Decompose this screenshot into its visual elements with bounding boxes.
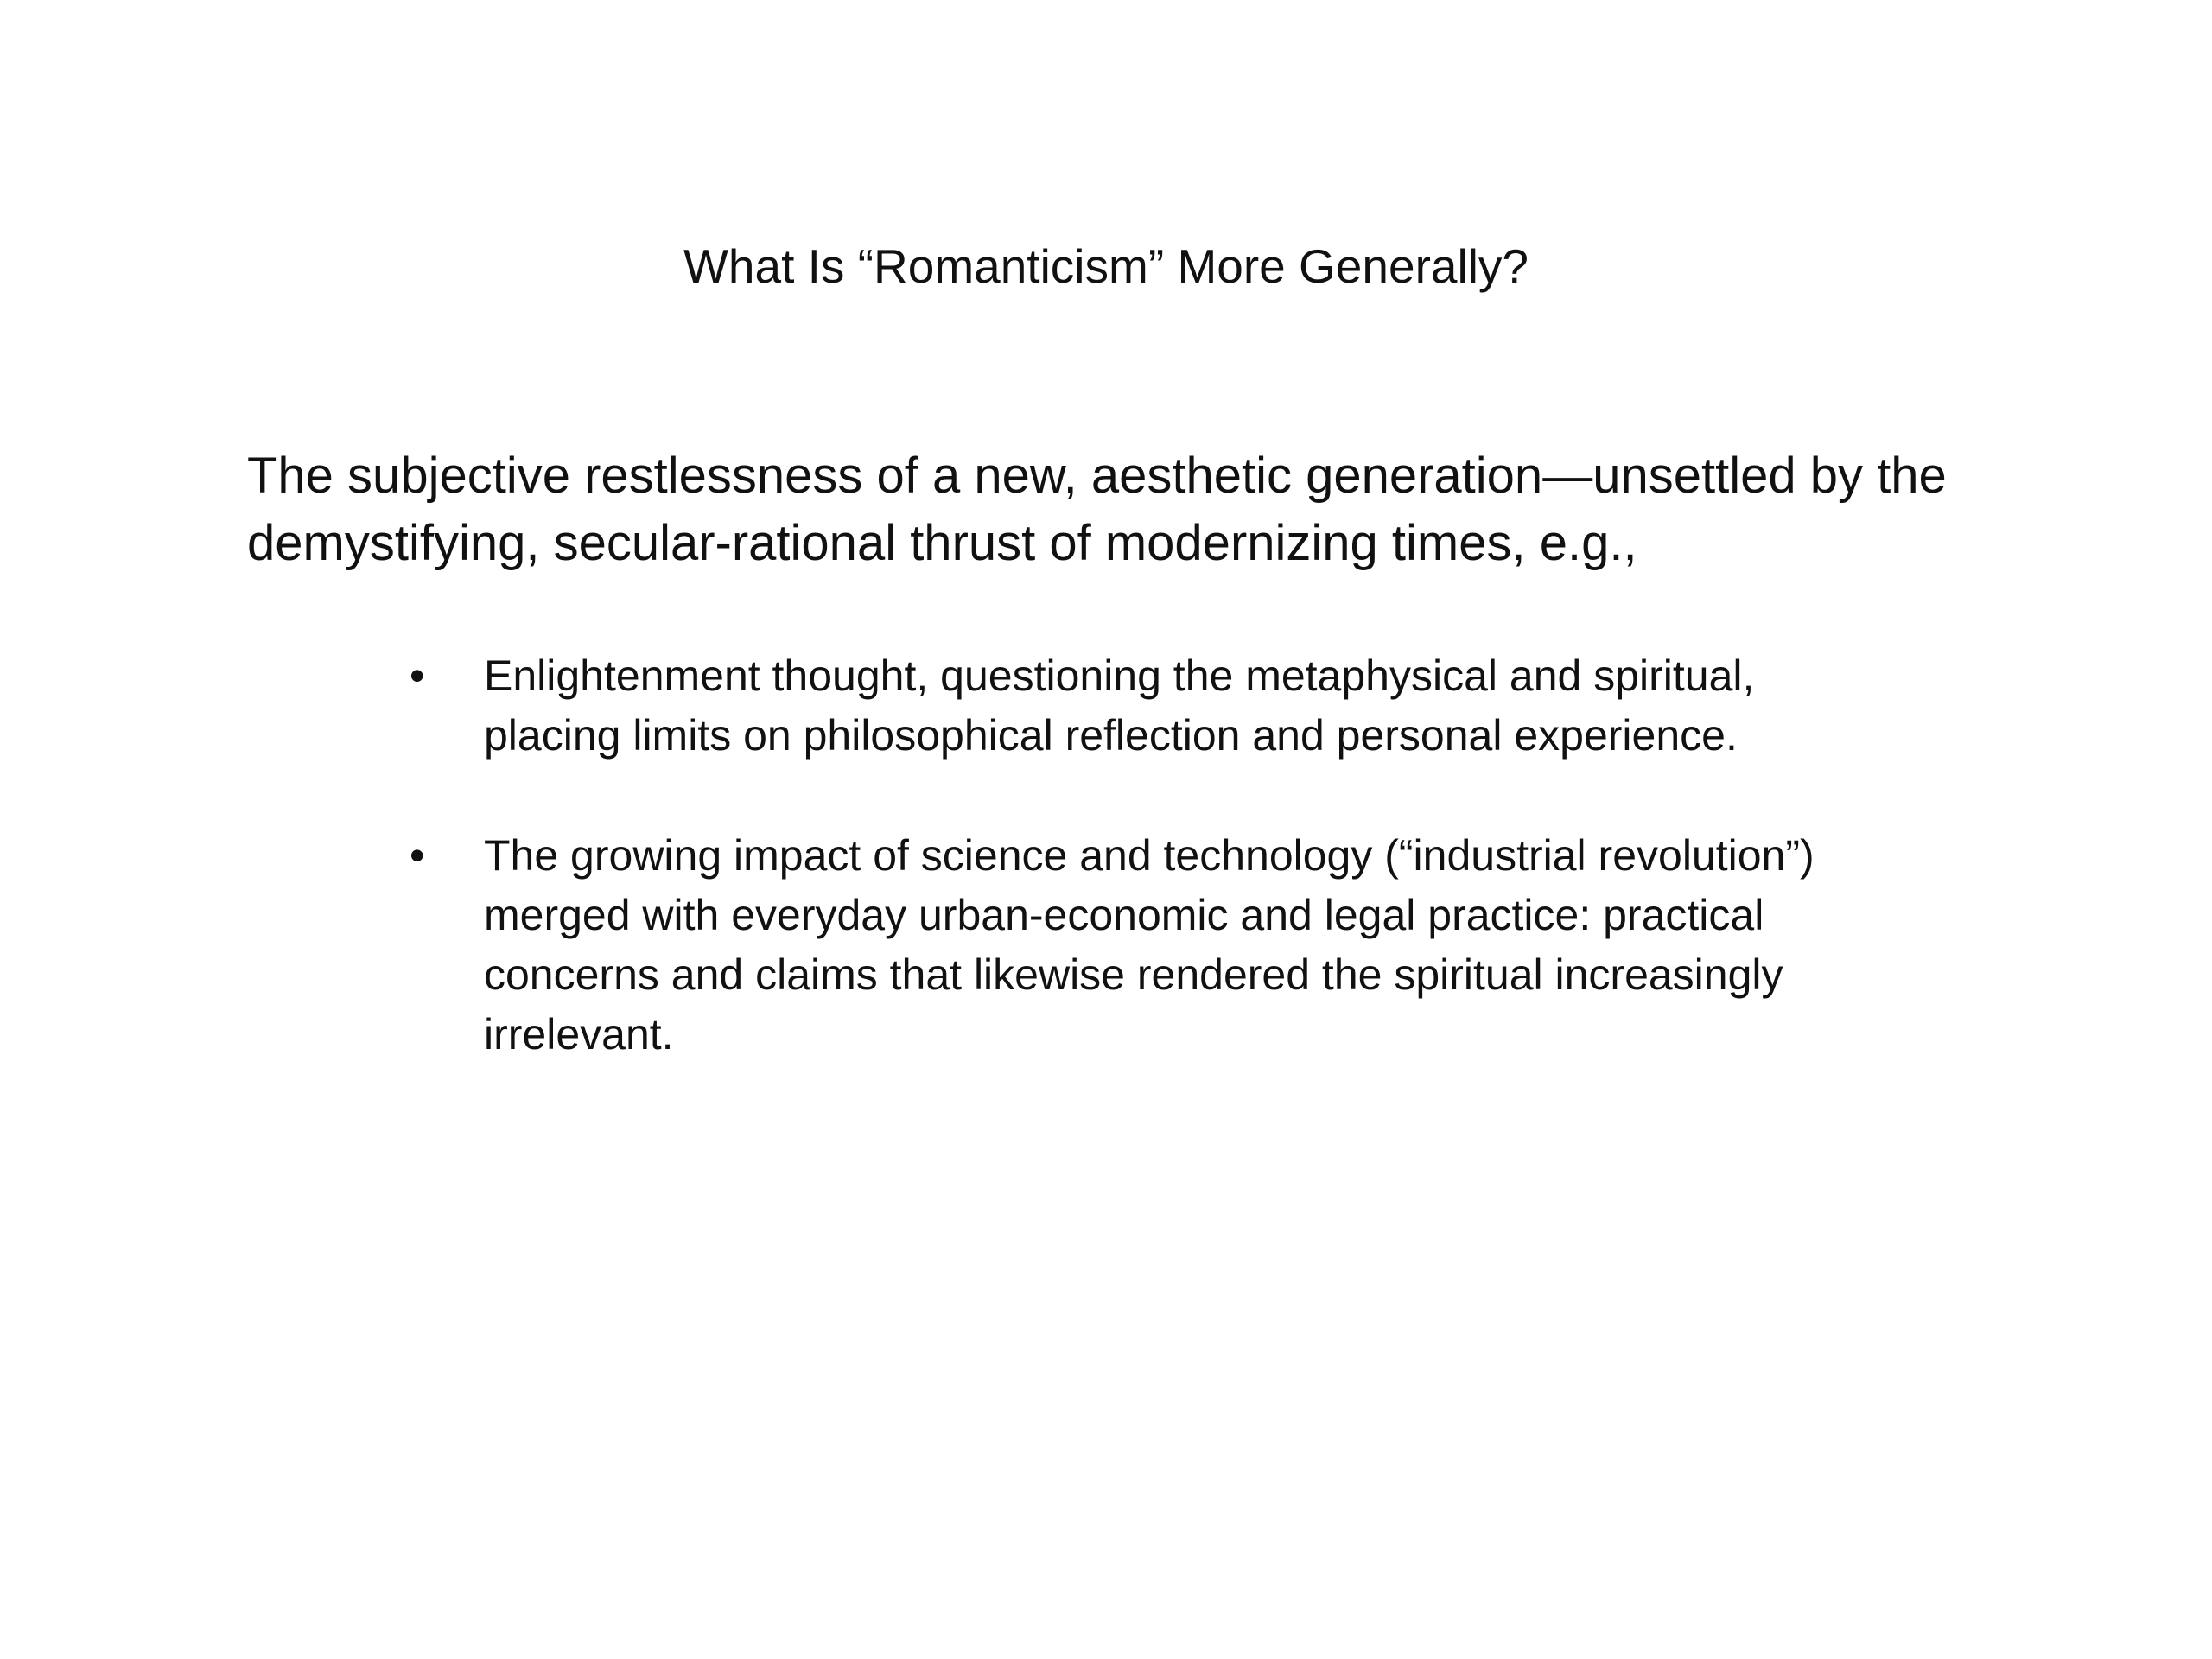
bullet-dot-icon: •: [410, 831, 425, 880]
intro-paragraph: [247, 442, 2044, 577]
bullet-line: concerns and claims that likewise rendered the spiritual increasingly: [484, 950, 1783, 999]
intro-line: demystifying, secular-rational thrust of modernizing times, e.g.,: [247, 515, 1637, 571]
bullet-line: Enlightenment thought, questioning the metaphysical and spiritual,: [484, 652, 1755, 700]
bullet-item: [0, 646, 2212, 766]
bullet-text: [484, 646, 2039, 766]
bullet-item: [0, 826, 2212, 1065]
bullet-list: [0, 646, 2212, 1125]
slide-title-text: What Is “Romanticism” More Generally?: [683, 239, 1529, 293]
bullet-line: The growing impact of science and technology (“industrial revolution”): [484, 831, 1815, 880]
slide-title: [0, 235, 2212, 297]
bullet-dot-icon: •: [410, 652, 425, 700]
intro-line: The subjective restlessness of a new, aesthetic generation—unsettled by the: [247, 448, 1947, 504]
bullet-line: merged with everyday urban-economic and legal practice: practical: [484, 891, 1764, 939]
bullet-line: irrelevant.: [484, 1010, 674, 1058]
bullet-line: placing limits on philosophical reflection and personal experience.: [484, 711, 1738, 760]
bullet-text: [484, 826, 2039, 1065]
